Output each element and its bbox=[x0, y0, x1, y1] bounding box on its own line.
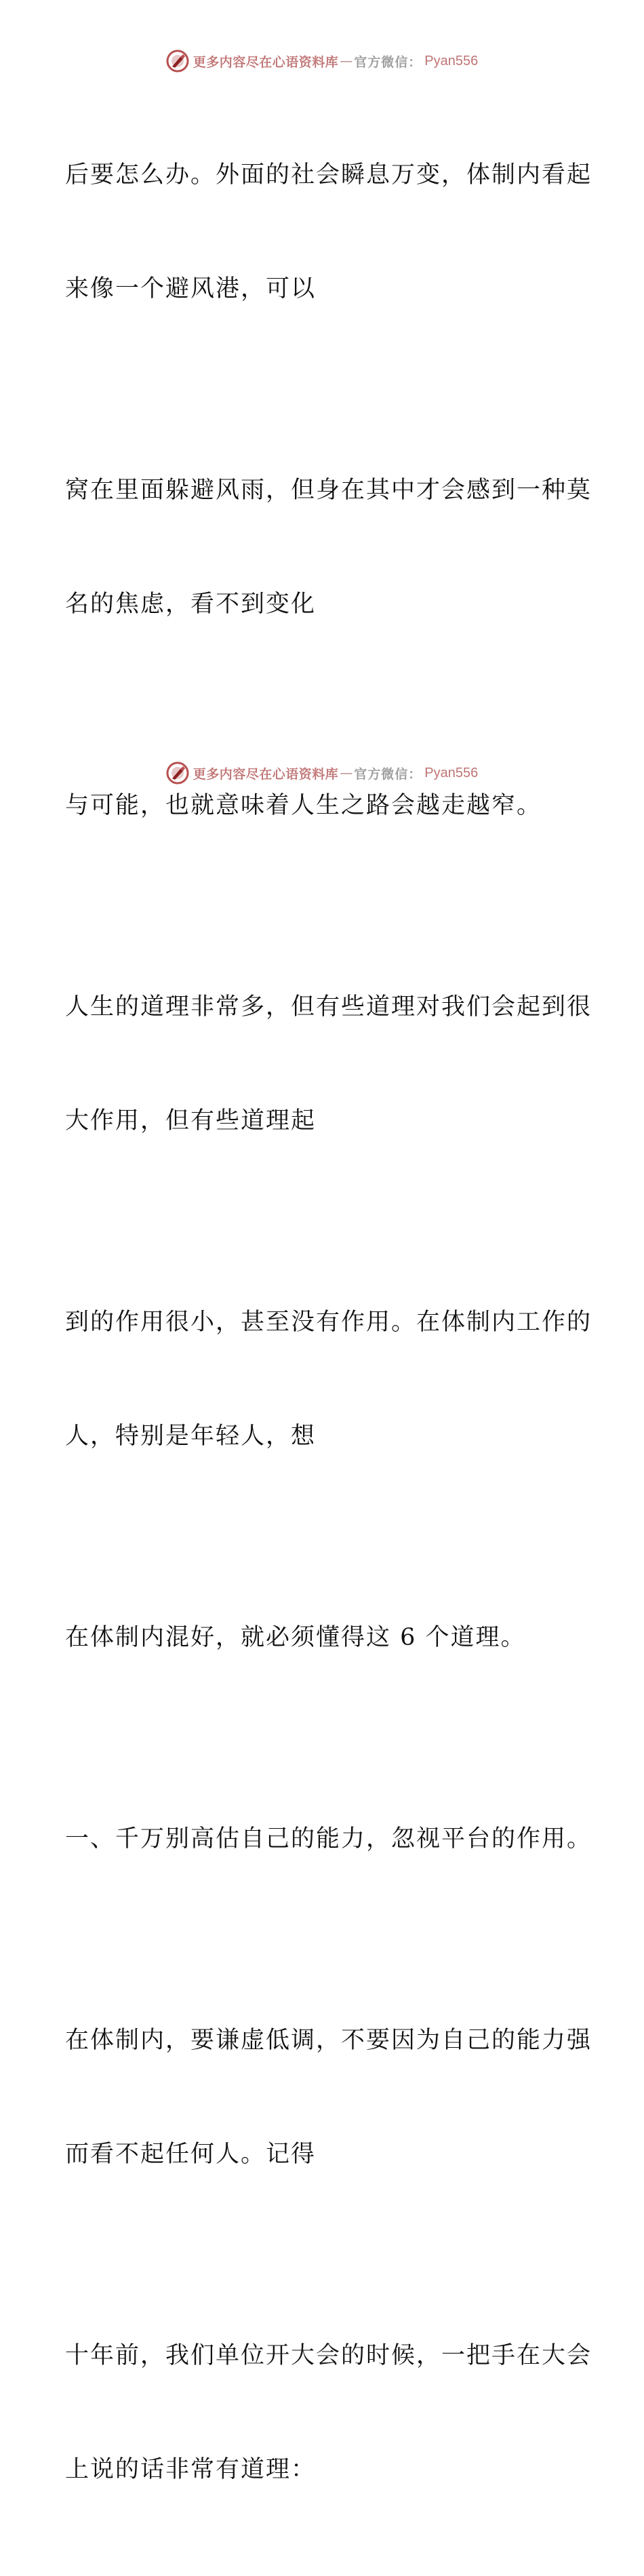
paragraph bbox=[65, 2261, 592, 2564]
text-line: 十年前，我们单位开大会的时候，一把手在大会 bbox=[65, 2342, 592, 2369]
watermark-id: Pyan556 bbox=[424, 53, 479, 68]
paragraph bbox=[65, 80, 592, 384]
text-line: 窝在里面躲避风雨，但身在其中才会感到一种莫 bbox=[65, 477, 592, 504]
paragraph bbox=[65, 912, 592, 1216]
text-line: 人，特别是年轻人，想 bbox=[65, 1423, 317, 1450]
text-line: 在体制内，要谦虚低调，不要因为自己的能力强 bbox=[65, 2027, 592, 2054]
paragraph bbox=[65, 1945, 592, 2249]
watermark-text: 更多内容尽在心语资料库 bbox=[193, 54, 339, 70]
footer-watermark bbox=[0, 759, 644, 787]
paragraph bbox=[65, 395, 592, 699]
text-line: 后要怎么办。外面的社会瞬息万变，体制内看起 bbox=[65, 161, 592, 189]
pen-logo-icon bbox=[166, 49, 189, 73]
watermark-id: Pyan556 bbox=[424, 765, 479, 780]
pen-logo-icon bbox=[166, 761, 189, 785]
watermark-dash: — bbox=[340, 766, 353, 780]
header-watermark bbox=[0, 47, 644, 75]
section-heading bbox=[65, 1744, 592, 1934]
text-line: 在体制内混好，就必须懂得这 6 个道理。 bbox=[65, 1624, 526, 1651]
text-line: 一、千万别高估自己的能力，忽视平台的作用。 bbox=[65, 1825, 592, 1852]
document-body bbox=[65, 80, 592, 2576]
text-line: 名的焦虑，看不到变化 bbox=[65, 591, 317, 618]
watermark-dash: — bbox=[340, 54, 353, 68]
watermark-label: 官方微信： bbox=[354, 54, 422, 70]
paragraph bbox=[65, 711, 567, 900]
text-line: 上说的话非常有道理： bbox=[65, 2456, 317, 2483]
text-line: 来像一个避风港，可以 bbox=[65, 275, 317, 302]
text-line: 与可能，也就意味着人生之路会越走越窄。 bbox=[65, 792, 542, 819]
paragraph bbox=[65, 1227, 592, 1531]
watermark-label: 官方微信： bbox=[354, 766, 422, 782]
text-line: 人生的道理非常多，但有些道理对我们会起到很 bbox=[65, 993, 592, 1021]
text-line: 大作用，但有些道理起 bbox=[65, 1107, 317, 1134]
paragraph bbox=[65, 1543, 567, 1732]
watermark-text: 更多内容尽在心语资料库 bbox=[193, 766, 339, 782]
text-line: 到的作用很小，甚至没有作用。在体制内工作的 bbox=[65, 1309, 592, 1336]
text-line: 而看不起任何人。记得 bbox=[65, 2141, 317, 2168]
